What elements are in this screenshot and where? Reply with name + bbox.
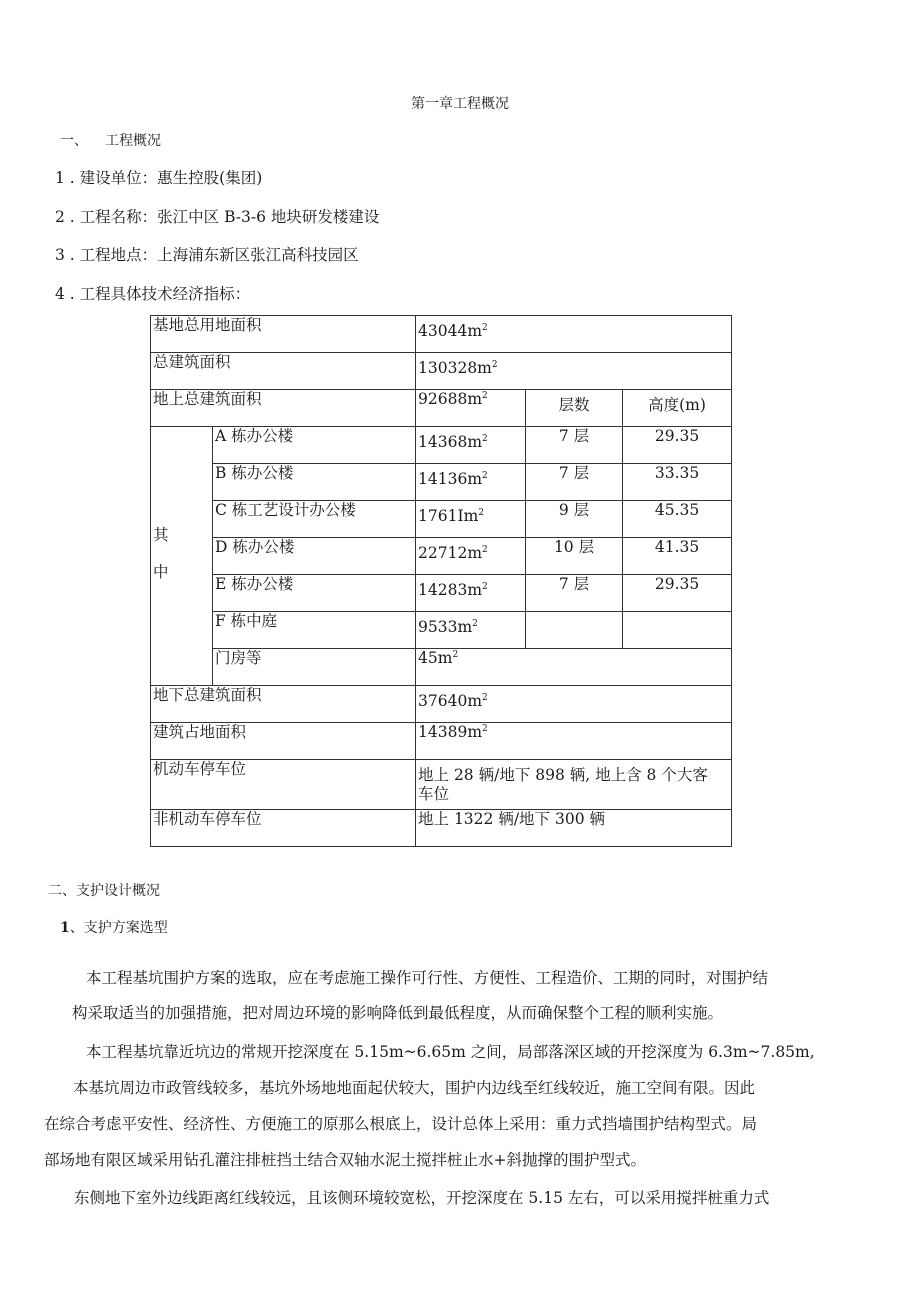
value-cell: $130328m^2$ xyxy=(416,353,732,390)
building-floors: 7 层 xyxy=(526,464,623,501)
paragraph-line: 东侧地下室外边线距离红线较远，且该侧环境较宽松，开挖深度在 5.15 左右，可以采用搅拌桩重力式 xyxy=(74,1189,770,1207)
building-name: F 栋中庭 xyxy=(213,612,416,649)
building-name: B 栋办公楼 xyxy=(213,464,416,501)
table-row xyxy=(151,316,732,353)
section-number: 一、 xyxy=(60,133,88,149)
height-header: 高度(m) xyxy=(623,390,732,427)
label-cell: 基地总用地面积 xyxy=(151,316,416,353)
building-floors: 9 层 xyxy=(526,501,623,538)
label-cell: 地下总建筑面积 xyxy=(151,686,416,723)
section-label: 工程概况 xyxy=(105,133,161,149)
tech-indicators-table xyxy=(150,315,732,847)
building-name: A 栋办公楼 xyxy=(213,427,416,464)
building-area: $14368m^2$ xyxy=(416,427,526,464)
label-cell: 地上总建筑面积 xyxy=(151,390,416,427)
table-row xyxy=(151,612,732,649)
value-cell: $92688m^2$ xyxy=(416,390,526,427)
table-row xyxy=(151,760,732,810)
building-height: 45.35 xyxy=(623,501,732,538)
table-row xyxy=(151,353,732,390)
group-label-cell: 其 中 xyxy=(151,427,213,686)
building-name: D 栋办公楼 xyxy=(213,538,416,575)
building-height: 41.35 xyxy=(623,538,732,575)
table-row xyxy=(151,649,732,686)
building-name: C 栋工艺设计办公楼 xyxy=(213,501,416,538)
chapter-title: 第一章工程概况 xyxy=(411,96,509,112)
building-area: $14136m^2$ xyxy=(416,464,526,501)
building-height: 29.35 xyxy=(623,575,732,612)
value-cell: $43044m^2$ xyxy=(416,316,732,353)
table-row xyxy=(151,686,732,723)
list-item: 4 . 工程具体技术经济指标： xyxy=(55,285,251,303)
table-row xyxy=(151,464,732,501)
label-cell: 机动车停车位 xyxy=(151,760,416,810)
section-heading-support: 二、支护设计概况 xyxy=(48,883,160,899)
building-area: $22712m^2$ xyxy=(416,538,526,575)
section-heading-overview xyxy=(60,130,161,150)
value-cell: $14389m^2$ xyxy=(416,723,732,760)
building-height: 29.35 xyxy=(623,427,732,464)
building-floors: 10 层 xyxy=(526,538,623,575)
building-area: 1761Im$^2$ xyxy=(416,501,526,538)
table-row xyxy=(151,501,732,538)
table-row xyxy=(151,390,732,427)
gatehouse-value: $45m^2$ xyxy=(416,649,732,686)
table-row xyxy=(151,723,732,760)
value-cell: 地上 28 辆/地下 898 辆, 地上含 8 个大客 车位 xyxy=(416,760,732,810)
building-floors xyxy=(526,612,623,649)
table-row xyxy=(151,810,732,847)
paragraph-line: 在综合考虑平安性、经济性、方便施工的原那么根底上，设计总体上采用：重力式挡墙围护结构型式。局 xyxy=(44,1115,758,1133)
label-cell: 总建筑面积 xyxy=(151,353,416,390)
building-area: $9533m^2$ xyxy=(416,612,526,649)
building-height xyxy=(623,612,732,649)
building-name: E 栋办公楼 xyxy=(213,575,416,612)
building-height: 33.35 xyxy=(623,464,732,501)
paragraph-line: 部场地有限区域采用钻孔灌注排桩挡土结合双轴水泥土搅拌桩止水+斜抛撑的围护型式。 xyxy=(44,1151,646,1169)
value-cell: 地上 1322 辆/地下 300 辆 xyxy=(416,810,732,847)
list-item: 2 . 工程名称：张江中区 B-3-6 地块研发楼建设 xyxy=(55,208,380,226)
subsection-heading: 1、支护方案选型 xyxy=(60,920,168,936)
floors-header: 层数 xyxy=(526,390,623,427)
paragraph-line: 本工程基坑围护方案的选取，应在考虑施工操作可行性、方便性、工程造价、工期的同时，对围护结 xyxy=(86,969,769,987)
building-floors: 7 层 xyxy=(526,575,623,612)
table-row xyxy=(151,538,732,575)
paragraph-line: 构采取适当的加强措施，把对周边环境的影响降低到最低程度，从而确保整个工程的顺利实施。 xyxy=(72,1004,724,1022)
building-floors: 7 层 xyxy=(526,427,623,464)
paragraph-line: 本工程基坑靠近坑边的常规开挖深度在 5.15m~6.65m 之间，局部落深区域的开挖深度为 6.3m~7.85m, xyxy=(86,1043,815,1061)
table-row xyxy=(151,427,732,464)
list-item: 1 . 建设单位：惠生控股(集团) xyxy=(55,169,263,187)
table-row xyxy=(151,575,732,612)
value-cell: $37640m^2$ xyxy=(416,686,732,723)
label-cell: 非机动车停车位 xyxy=(151,810,416,847)
building-area: $14283m^2$ xyxy=(416,575,526,612)
paragraph-line: 本基坑周边市政管线较多，基坑外场地地面起伏较大，围护内边线至红线较近，施工空间有限。因此 xyxy=(73,1079,756,1097)
label-cell: 建筑占地面积 xyxy=(151,723,416,760)
gatehouse-label: 门房等 xyxy=(213,649,416,686)
list-item: 3 . 工程地点：上海浦东新区张江高科技园区 xyxy=(55,246,359,264)
